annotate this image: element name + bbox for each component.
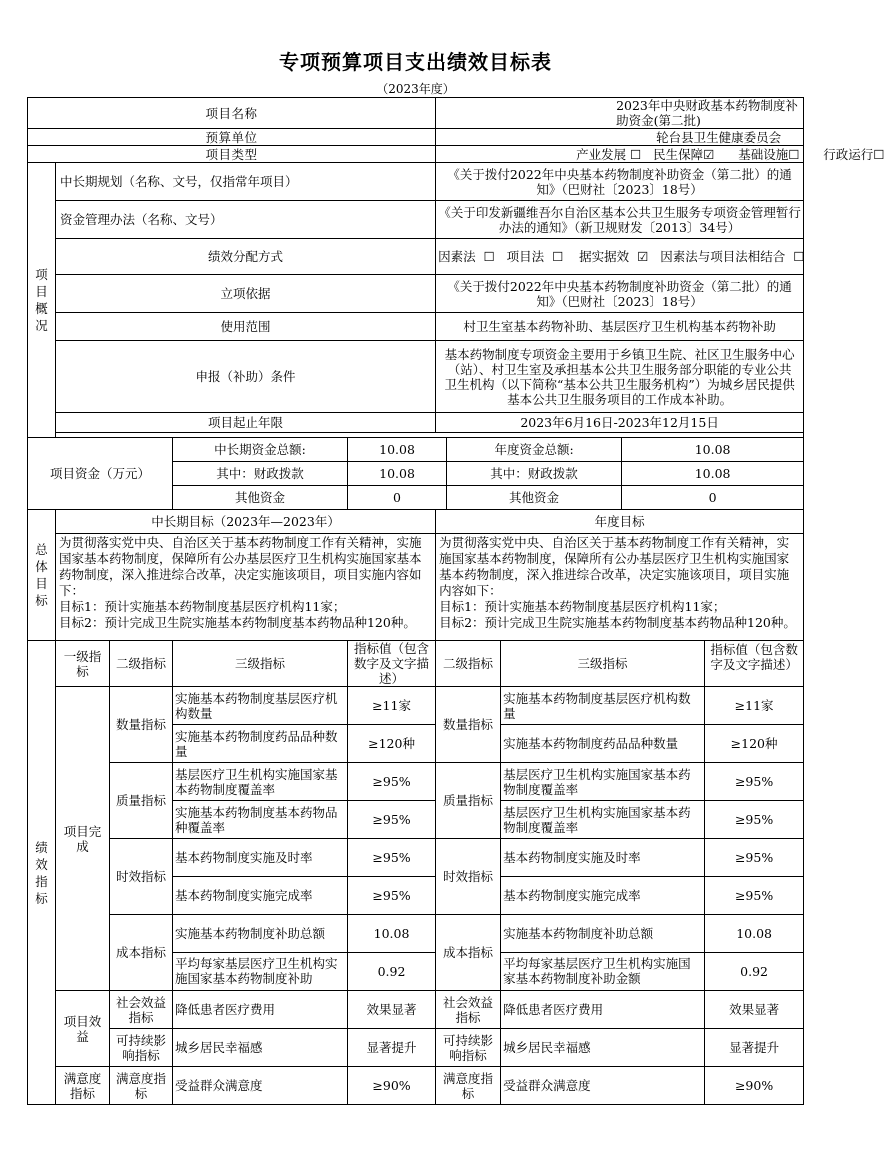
mid-goal-header: 中长期目标（2023年—2023年） [56,510,436,534]
indicator-value-right: ≥95% [705,839,804,877]
social-label-left: 社会效益指标 [110,991,173,1029]
indicator-value-right: ≥95% [705,801,804,839]
satisfaction-label-right: 满意度指标 [436,1067,501,1105]
page-title: 专项预算项目支出绩效目标表 [279,50,552,74]
completion-label: 项目完成 [56,687,110,991]
project-period-value: 2023年6月16日-2023年12月15日 [436,413,804,433]
year-other-label: 其他资金 [447,486,622,510]
indicator-right: 基层医疗卫生机构实施国家基本药物制度覆盖率 [501,763,705,801]
indicator-value-left: 0.92 [348,953,436,991]
header-value-right: 指标值（包含数字及文字描述） [705,641,804,687]
usage-scope-label: 使用范围 [56,313,436,341]
indicator-value-left: ≥11家 [348,687,436,725]
header-level2-right: 二级指标 [436,641,501,687]
quality-label-right: 质量指标 [436,763,501,839]
indicator-value-left: ≥95% [348,877,436,915]
indicator-value-right: 10.08 [705,915,804,953]
indicator-left: 降低患者医疗费用 [173,991,348,1029]
indicator-left: 基层医疗卫生机构实施国家基本药物制度覆盖率 [173,763,348,801]
satisfaction-label-left: 满意度指标 [110,1067,173,1105]
indicator-left: 实施基本药物制度补助总额 [173,915,348,953]
mid-other-value: 0 [348,486,447,510]
year-total-value: 10.08 [622,438,804,462]
plan-label: 中长期规划（名称、文号，仅指常年项目） [56,163,436,201]
indicator-value-right: ≥120种 [705,725,804,763]
indicator-value-right: 显著提升 [705,1029,804,1067]
indicator-value-left: ≥95% [348,801,436,839]
budget-unit-label: 预算单位 [28,129,436,146]
benefit-label: 项目效益 [56,991,110,1067]
allocation-method-label: 绩效分配方式 [56,239,436,275]
header-level3-left: 三级指标 [173,641,348,687]
overview-section-label: 项目概况 [28,163,56,438]
fiscal-year: （2023年度） [376,82,455,96]
indicator-value-left: ≥90% [348,1067,436,1105]
indicator-value-left: 显著提升 [348,1029,436,1067]
usage-scope-value: 村卫生室基本药物补助、基层医疗卫生机构基本药物补助 [436,313,804,341]
indicator-value-right: ≥95% [705,763,804,801]
satisfaction-label: 满意度指标 [56,1067,110,1105]
allocation-method-value: 因素法 ☐ 项目法 ☐ 据实据效 ☑ 因素法与项目法相结合 ☐ [436,239,804,275]
project-name-label: 项目名称 [28,98,436,129]
indicator-value-left: 10.08 [348,915,436,953]
cost-label-left: 成本指标 [110,915,173,991]
plan-value: 《关于拨付2022年中央基本药物制度补助资金（第二批）的通知》（巴财社〔2023〕18号） [436,163,804,201]
year-fiscal-value: 10.08 [622,462,804,486]
timeliness-label-right: 时效指标 [436,839,501,915]
mid-total-value: 10.08 [348,438,447,462]
year-other-value: 0 [622,486,804,510]
project-type-options: 产业发展 ☐ 民生保障☑ 基础设施☐ 行政运行☐ [436,146,804,163]
sustain-label-right: 可持续影响指标 [436,1029,501,1067]
project-type-label: 项目类型 [28,146,436,163]
quantity-label-left: 数量指标 [110,687,173,763]
indicator-left: 基本药物制度实施完成率 [173,877,348,915]
indicator-value-left: ≥95% [348,839,436,877]
project-basis-label: 立项依据 [56,275,436,313]
year-fiscal-label: 其中：财政拨款 [447,462,622,486]
application-condition-label: 申报（补助）条件 [56,341,436,413]
indicator-right: 基层医疗卫生机构实施国家基本药物制度覆盖率 [501,801,705,839]
indicator-right: 城乡居民幸福感 [501,1029,705,1067]
header-level1: 一级指标 [56,641,110,687]
project-basis-value: 《关于拨付2022年中央基本药物制度补助资金（第二批）的通知》（巴财社〔2023〕18号） [436,275,804,313]
quality-label-left: 质量指标 [110,763,173,839]
indicator-left: 实施基本药物制度药品品种数量 [173,725,348,763]
indicator-right: 实施基本药物制度基层医疗机构数量 [501,687,705,725]
mid-total-label: 中长期资金总额: [173,438,348,462]
indicator-value-right: 效果显著 [705,991,804,1029]
indicator-left: 实施基本药物制度基本药物品种覆盖率 [173,801,348,839]
indicator-right: 平均每家基层医疗卫生机构实施国家基本药物制度补助金额 [501,953,705,991]
application-condition-value: 基本药物制度专项资金主要用于乡镇卫生院、社区卫生服务中心（站）、村卫生室及承担基本公共卫生服务部分职能的专业公共卫生机构（以下简称“基本公共卫生服务机构”）为城乡居民提供基本公共卫生服务项目的工作成本补助。 [436,341,804,413]
indicator-value-left: ≥120种 [348,725,436,763]
timeliness-label-left: 时效指标 [110,839,173,915]
performance-table [27,97,884,1105]
indicator-right: 降低患者医疗费用 [501,991,705,1029]
indicator-right: 基本药物制度实施及时率 [501,839,705,877]
mid-goal-intro: 为贯彻落实党中央、自治区关于基本药物制度工作有关精神，实施国家基本药物制度，保障所有公办基层医疗卫生机构实施国家基本药物制度，深入推进综合改革，决定实施该项目，项目实施内容如下： [59,535,422,598]
indicator-right: 实施基本药物制度药品品种数量 [501,725,705,763]
budget-unit: 轮台县卫生健康委员会 [436,129,804,146]
year-goal-header: 年度目标 [436,510,804,534]
year-goal-1: 目标1：预计实施基本药物制度基层医疗机构11家； [439,599,726,614]
indicator-left: 城乡居民幸福感 [173,1029,348,1067]
cost-label-right: 成本指标 [436,915,501,991]
indicator-value-right: 0.92 [705,953,804,991]
fund-management-value: 《关于印发新疆维吾尔自治区基本公共卫生服务专项资金管理暂行办法的通知》（新卫规财发〔2013〕34号） [436,201,804,239]
indicator-value-right: ≥95% [705,877,804,915]
indicator-right: 基本药物制度实施完成率 [501,877,705,915]
header-value-left: 指标值（包含数字及文字描述） [348,641,436,687]
header-level3-right: 三级指标 [501,641,705,687]
quantity-label-right: 数量指标 [436,687,501,763]
year-total-label: 年度资金总额: [447,438,622,462]
mid-goal-2: 目标2：预计完成卫生院实施基本药物制度基本药物品种120种。 [59,615,416,630]
fund-management-label: 资金管理办法（名称、文号） [56,201,436,239]
indicator-left: 基本药物制度实施及时率 [173,839,348,877]
year-goal-2: 目标2：预计完成卫生院实施基本药物制度基本药物品种120种。 [439,615,796,630]
indicator-left: 实施基本药物制度基层医疗机构数量 [173,687,348,725]
indicator-value-left: ≥95% [348,763,436,801]
mid-other-label: 其他资金 [173,486,348,510]
mid-fiscal-value: 10.08 [348,462,447,486]
mid-goal-content [56,534,436,641]
project-funds-label: 项目资金（万元） [28,438,173,510]
indicator-left: 受益群众满意度 [173,1067,348,1105]
goals-section-label: 总体目标 [28,510,56,641]
mid-goal-1: 目标1：预计实施基本药物制度基层医疗机构11家； [59,599,346,614]
indicator-value-right: ≥90% [705,1067,804,1105]
header-level2-left: 二级指标 [110,641,173,687]
year-goal-content [436,534,804,641]
sustain-label-left: 可持续影响指标 [110,1029,173,1067]
mid-fiscal-label: 其中：财政拨款 [173,462,348,486]
social-label-right: 社会效益指标 [436,991,501,1029]
year-goal-intro: 为贯彻落实党中央、自治区关于基本药物制度工作有关精神，实施国家基本药物制度，保障所有公办基层医疗卫生机构实施国家基本药物制度，深入推进综合改革，决定实施该项目，项目实施内容如下： [439,535,790,598]
indicator-value-left: 效果显著 [348,991,436,1029]
indicators-section-label: 绩效指标 [28,641,56,1105]
project-name: 2023年中央财政基本药物制度补助资金(第二批) [436,98,804,129]
indicator-right: 实施基本药物制度补助总额 [501,915,705,953]
indicator-left: 平均每家基层医疗卫生机构实施国家基本药物制度补助 [173,953,348,991]
indicator-right: 受益群众满意度 [501,1067,705,1105]
indicator-value-right: ≥11家 [705,687,804,725]
project-period-label: 项目起止年限 [56,413,436,433]
